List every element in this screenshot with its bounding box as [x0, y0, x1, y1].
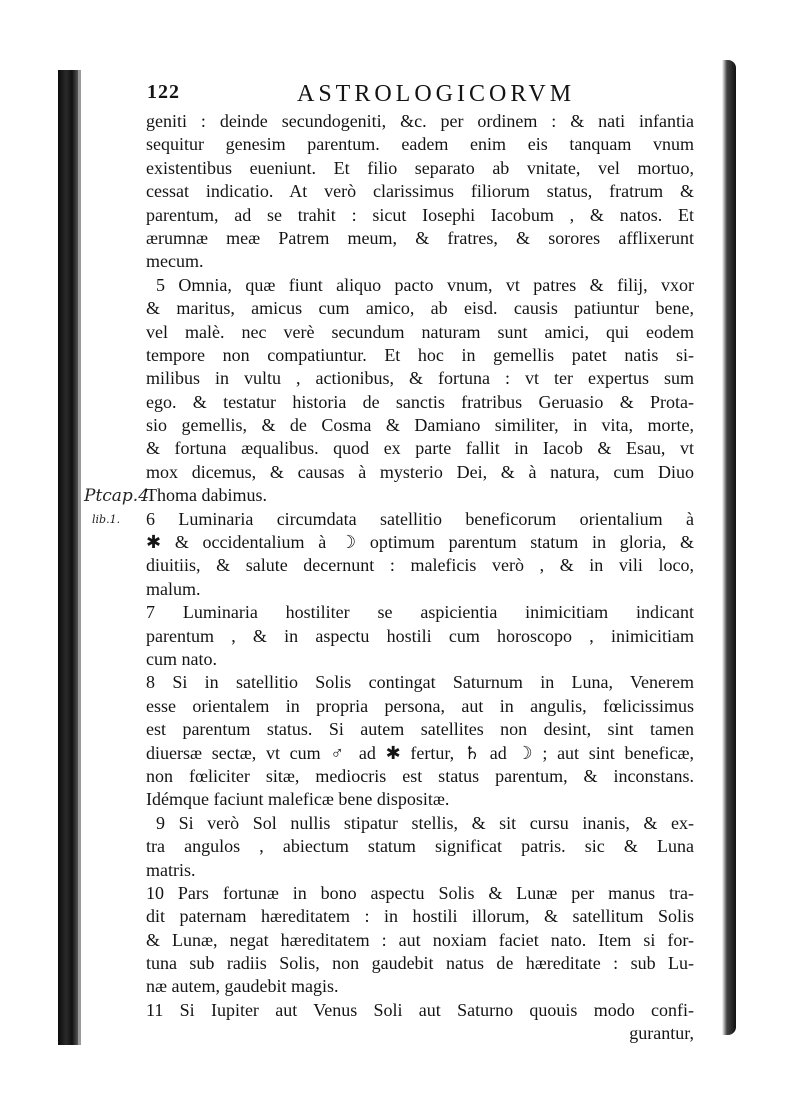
- text-line: sio gemellis, & de Cosma & Damiano similiter, in vita, morte,: [146, 415, 694, 436]
- text-line: Thoma dabimus.: [146, 485, 267, 506]
- text-line: tuna sub radiis Solis, non gaudebit natus de hæreditate : sub Lu-: [146, 953, 694, 974]
- paragraph-5-start: 5 Omnia, quæ fiunt aliquo pacto vnum, vt patres & filij, vxor: [156, 274, 694, 295]
- page-number: 122: [147, 81, 180, 103]
- text-line: diuersæ sectæ, vt cum ♂ ad ✱ fertur, ♄ ad ☽ ; aut sint beneficæ,: [146, 742, 694, 763]
- text-line: esse orientalem in propria persona, aut in angulis, fœlicissimus: [146, 695, 694, 716]
- margin-note: lib.1.: [92, 513, 121, 526]
- text-line: mecum.: [146, 251, 204, 272]
- text-line: sequitur genesim parentum. eadem enim eis tanquam vnum: [146, 134, 694, 155]
- text-line: & Lunæ, negat hæreditatem : aut noxiam faciet nato. Item si for-: [146, 929, 694, 950]
- text-line: tempore non compatiuntur. Et hoc in gemellis patet natis si-: [146, 344, 694, 365]
- text-line: cum nato.: [146, 648, 217, 669]
- text-line: parentum, ad se trahit : sicut Iosephi Iacobum , & natos. Et: [146, 204, 694, 225]
- margin-note: Ptcap.4: [84, 486, 150, 506]
- text-line: geniti : deinde secundogeniti, &c. per ordinem : & nati infantia: [146, 111, 694, 131]
- text-line: non fœliciter sitæ, mediocris est status parentum, & inconstans.: [146, 765, 694, 786]
- page-header: [147, 81, 587, 111]
- text-line: milibus in vultu , actionibus, & fortuna : vt ter expertus sum: [146, 368, 694, 389]
- text-line: & maritus, amicus cum amico, ab eisd. causis patiuntur bene,: [146, 298, 694, 319]
- paragraph-7-start: 7 Luminaria hostiliter se aspicientia inimicitiam indicant: [146, 602, 694, 623]
- text-line: mox dicemus, & causas à mysterio Dei, & à natura, cum Diuo: [146, 461, 694, 482]
- text-line: matris.: [146, 859, 196, 880]
- paragraph-11-start: 11 Si Iupiter aut Venus Soli aut Saturno quouis modo confi-: [146, 999, 694, 1020]
- text-line: est parentum status. Si autem satellites non desint, sint tamen: [146, 719, 694, 740]
- text-line: ✱ & occidentalium à ☽ optimum parentum statum in gloria, &: [146, 532, 694, 553]
- paragraph-8-start: 8 Si in satellitio Solis contingat Saturnum in Luna, Venerem: [146, 672, 694, 693]
- text-line: ærumnæ meæ Patrem meum, & fratres, & sorores afflixerunt: [146, 227, 694, 248]
- text-line: tra angulos , abiectum statum significat patris. sic & Luna: [146, 836, 694, 857]
- paragraph-9-start: 9 Si verò Sol nullis stipatur stellis, & sit cursu inanis, & ex-: [156, 812, 694, 833]
- paragraph-6-start: 6 Luminaria circumdata satellitio beneficorum orientalium à: [146, 508, 694, 529]
- text-line: dit paternam hæreditatem : in hostili illorum, & satellitum Solis: [146, 906, 694, 927]
- text-line: næ autem, gaudebit magis.: [146, 976, 339, 997]
- text-line: vel malè. nec verè secundum naturam sunt amici, qui eodem: [146, 321, 694, 342]
- paragraph-10-start: 10 Pars fortunæ in bono aspectu Solis & Lunæ per manus tra-: [146, 882, 694, 903]
- body-text: [146, 110, 694, 1046]
- text-line: Idémque faciunt maleficæ bene dispositæ.: [146, 789, 450, 810]
- text-line: & fortuna æqualibus. quod ex parte fallit in Iacob & Esau, vt: [146, 438, 694, 459]
- text-line: diuitiis, & salute decernunt : maleficis verò , & in vili loco,: [146, 555, 694, 576]
- text-line: parentum , & in aspectu hostili cum horoscopo , inimicitiam: [146, 625, 694, 646]
- book-spine-shadow: [58, 70, 78, 1045]
- catchword: gurantur,: [629, 1023, 694, 1044]
- page-edge-shadow: [722, 60, 736, 1035]
- text-line: existentibus eueniunt. Et filio separato ab vnitate, vel mortuo,: [146, 157, 694, 178]
- text-line: malum.: [146, 578, 201, 599]
- text-line: ego. & testatur historia de sanctis fratribus Geruasio & Prota-: [146, 391, 694, 412]
- book-gutter: [78, 70, 81, 1045]
- text-line: cessat indicatio. At verò clarissimus filiorum status, fratrum &: [146, 181, 694, 202]
- running-title: ASTROLOGICORVM: [297, 81, 576, 107]
